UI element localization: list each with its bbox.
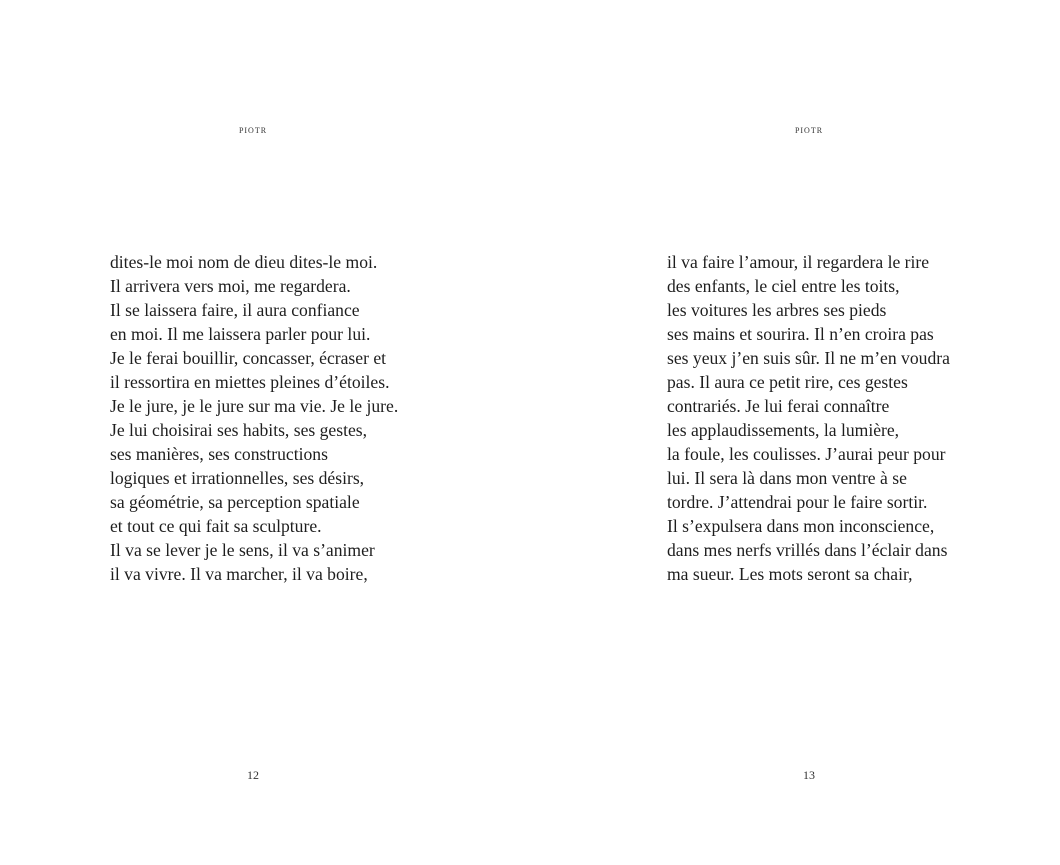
verse-line: Il va se lever je le sens, il va s’animer (110, 540, 375, 560)
verse-line: Il arrivera vers moi, me regardera. (110, 276, 351, 296)
verse-line: Il se laissera faire, il aura confiance (110, 300, 360, 320)
verse-line: dites-le moi nom de dieu dites-le moi. (110, 252, 378, 272)
verse-line: il ressortira en miettes pleines d’étoiles. (110, 372, 390, 392)
verse-line: Il s’expulsera dans mon inconscience, (667, 516, 935, 536)
verse-line: ma sueur. Les mots seront sa chair, (667, 564, 913, 584)
verse-line: tordre. J’attendrai pour le faire sortir. (667, 492, 928, 512)
page-number: 12 (247, 768, 259, 782)
verse-line: dans mes nerfs vrillés dans l’éclair dans (667, 540, 948, 560)
page-number: 13 (803, 768, 815, 782)
verse-line: contrariés. Je lui ferai connaître (667, 396, 890, 416)
verse-line: il va vivre. Il va marcher, il va boire, (110, 564, 368, 584)
verse-line: logiques et irrationnelles, ses désirs, (110, 468, 365, 488)
verse-line: ses yeux j’en suis sûr. Il ne m’en voudra (667, 348, 950, 368)
verse-line: en moi. Il me laissera parler pour lui. (110, 324, 371, 344)
verse-line: les applaudissements, la lumière, (667, 420, 900, 440)
verse-line: pas. Il aura ce petit rire, ces gestes (667, 372, 908, 392)
verse-line: Je le ferai bouillir, concasser, écraser et (110, 348, 387, 368)
verse-line: lui. Il sera là dans mon ventre à se (667, 468, 907, 488)
verse-line: ses manières, ses constructions (110, 444, 328, 464)
verse-line: Je le jure, je le jure sur ma vie. Je le jure. (110, 396, 399, 416)
right-page (530, 0, 1060, 865)
verse-line: Je lui choisirai ses habits, ses gestes, (110, 420, 368, 440)
verse-line: ses mains et sourira. Il n’en croira pas (667, 324, 934, 344)
verse-line: la foule, les coulisses. J’aurai peur pour (667, 444, 946, 464)
poem-text-block (110, 250, 398, 586)
verse-line: il va faire l’amour, il regardera le rire (667, 252, 930, 272)
verse-line: des enfants, le ciel entre les toits, (667, 276, 900, 296)
poem-text-block (667, 250, 950, 586)
verse-line: et tout ce qui fait sa sculpture. (110, 516, 322, 536)
verse-line: les voitures les arbres ses pieds (667, 300, 887, 320)
running-head: piotr (794, 124, 824, 136)
verse-line: sa géométrie, sa perception spatiale (110, 492, 360, 512)
running-head: piotr (238, 124, 268, 136)
